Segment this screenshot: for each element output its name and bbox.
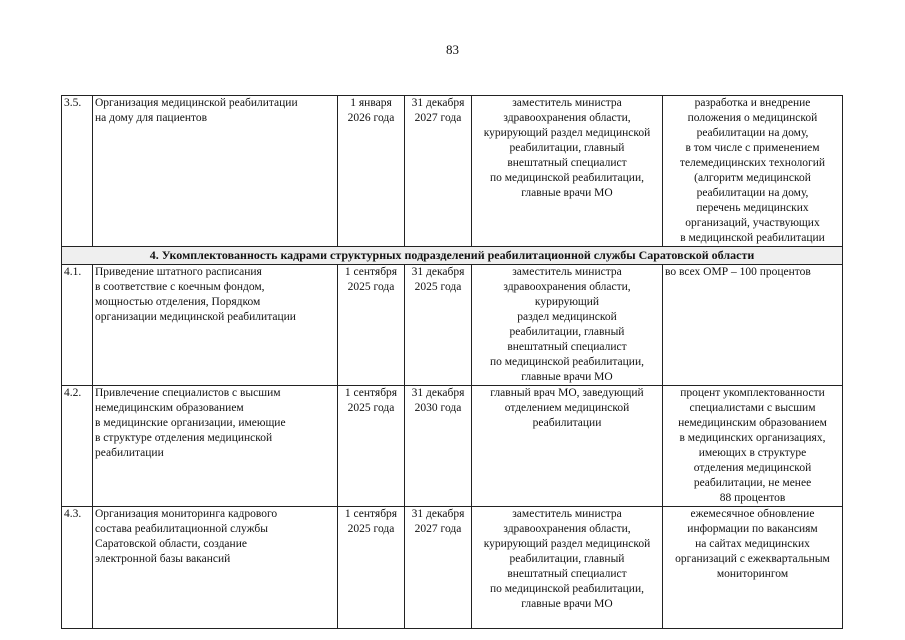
section-header-row: [62, 247, 843, 265]
end-date: 31 декабря 2027 года: [405, 507, 472, 629]
expected-result: ежемесячное обновление информации по вакансиям на сайтах медицинских организаций с ежеквартальным мониторингом: [663, 507, 843, 629]
end-date: 31 декабря 2027 года: [405, 96, 472, 247]
table-row: [62, 386, 843, 507]
measure-name: Привлечение специалистов с высшим немедицинским образованием в медицинские организации, имеющие в структуре отделения медицинской реабилитации: [93, 386, 338, 507]
table-row: [62, 265, 843, 386]
page-number: 83: [446, 42, 459, 57]
start-date: 1 января 2026 года: [338, 96, 405, 247]
responsible: заместитель министра здравоохранения области, курирующий раздел медицинской реабилитации, главный внештатный специалист по медицинской реабилитации, главные врачи МО: [472, 507, 663, 629]
measure-name: Организация медицинской реабилитации на дому для пациентов: [93, 96, 338, 247]
expected-result: во всех ОМР – 100 процентов: [663, 265, 843, 386]
responsible: заместитель министра здравоохранения области, курирующий раздел медицинской реабилитации, главный внештатный специалист по медицинской реабилитации, главные врачи МО: [472, 265, 663, 386]
measure-name: Приведение штатного расписания в соответствие с коечным фондом, мощностью отделения, Порядком организации медицинской реабилитации: [93, 265, 338, 386]
row-number: 3.5.: [62, 96, 93, 247]
start-date: 1 сентября 2025 года: [338, 386, 405, 507]
row-number: 4.2.: [62, 386, 93, 507]
section-title: 4. Укомплектованность кадрами структурных подразделений реабилитационной службы Саратовской области: [62, 247, 843, 265]
start-date: 1 сентября 2025 года: [338, 265, 405, 386]
table-row: [62, 96, 843, 247]
row-number: 4.1.: [62, 265, 93, 386]
expected-result: процент укомплектованности специалистами с высшим немедицинским образованием в медицинских организациях, имеющих в структуре отделения медицинской реабилитации, не менее 88 процентов: [663, 386, 843, 507]
end-date: 31 декабря 2030 года: [405, 386, 472, 507]
measure-name: Организация мониторинга кадрового состава реабилитационной службы Саратовской области, создание электронной базы вакансий: [93, 507, 338, 629]
table-row: [62, 507, 843, 629]
row-number: 4.3.: [62, 507, 93, 629]
responsible: главный врач МО, заведующий отделением медицинской реабилитации: [472, 386, 663, 507]
expected-result: разработка и внедрение положения о медицинской реабилитации на дому, в том числе с применением телемедицинских технологий (алгоритм медицинской реабилитации на дому, перечень медицинских организаций, участвующих в медицинской реабилитации: [663, 96, 843, 247]
measures-table: [61, 95, 843, 629]
responsible: заместитель министра здравоохранения области, курирующий раздел медицинской реабилитации, главный внештатный специалист по медицинской реабилитации, главные врачи МО: [472, 96, 663, 247]
end-date: 31 декабря 2025 года: [405, 265, 472, 386]
start-date: 1 сентября 2025 года: [338, 507, 405, 629]
